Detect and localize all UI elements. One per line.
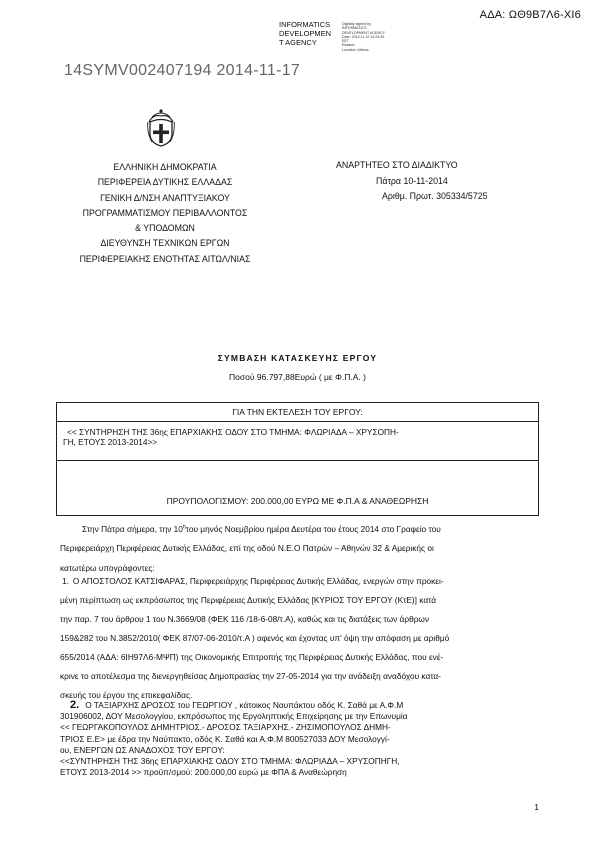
coat-of-arms-icon xyxy=(147,108,175,148)
party-line xyxy=(60,572,538,591)
budget-box xyxy=(56,460,539,516)
issuer-line: ΓΕΝΙΚΗ Δ/ΝΣΗ ΑΝΑΠΤΥΞΙΑΚΟΥ xyxy=(100,192,230,203)
party-line xyxy=(60,700,540,711)
signer-name-line: DEVELOPMEN xyxy=(279,29,332,38)
party-number: 2. xyxy=(70,699,80,711)
issuer-header xyxy=(40,160,290,267)
intro-line: κατωτέρω υπογράφοντες: xyxy=(60,562,155,573)
signature-detail-line: Date: 2014.11.12 10:23:40 xyxy=(342,34,385,39)
signature-detail-line: Digitally signed by xyxy=(342,22,371,26)
intro-paragraph xyxy=(60,518,538,578)
party-line: μένη περίπτωση ως εκπρόσωπος της Περιφέρειας Δυτικής Ελλάδας [ΚΥΡΙΟΣ ΤΟΥ ΕΡΓΟΥ (ΚτΕ)] κατά xyxy=(60,595,437,605)
project-box xyxy=(56,402,539,461)
signature-detail-line: DEVELOPMENT AGENCY xyxy=(342,30,386,35)
issuer-line: & ΥΠΟΔΟΜΩΝ xyxy=(135,223,195,234)
signer-name-line: T AGENCY xyxy=(279,38,317,47)
project-title xyxy=(63,427,508,447)
contract-amount: Ποσού 96.797,88Ευρώ ( με Φ.Π.Α. ) xyxy=(229,372,366,382)
project-title-line: ΓΗ, ΕΤΟΥΣ 2013-2014>> xyxy=(63,437,158,447)
party-number: 1. xyxy=(62,576,69,586)
intro-line xyxy=(60,518,538,539)
budget-text: ΠΡΟΥΠΟΛΟΓΙΣΜΟΥ: 200.000,00 ΕΥΡΩ ΜΕ Φ.Π.Α & ΑΝΑΘΕΩΡΗΣΗ xyxy=(166,496,429,506)
party-1-paragraph xyxy=(60,572,538,705)
issuer-line: ΠΡΟΓΡΑΜΜΑΤΙΣΜΟΥ ΠΕΡΙΒΑΛΛΟΝΤΟΣ xyxy=(82,207,248,218)
signature-detail-line: EET xyxy=(342,39,349,44)
party-line: την παρ. 7 του άρθρου 1 του Ν.3669/08 (ΦΕΚ 116 /18-6-08/τ.Α), καθώς και τις διατάξεις των άρθρων xyxy=(60,614,430,624)
publication-info xyxy=(336,158,556,205)
party-text: Ο ΑΠΟΣΤΟΛΟΣ ΚΑΤΣΙΦΑΡΑΣ, Περιφερειάρχης Περιφέρειας Δυτικής Ελλάδας, ενεργών στην προκει- xyxy=(72,576,444,586)
issuer-line: ΔΙΕΥΘΥΝΣΗ ΤΕΧΝΙΚΩΝ ΕΡΓΩΝ xyxy=(100,238,230,249)
intro-text: του μηνός Νοεμβρίου ημέρα Δευτέρα του έτους 2014 στο Γραφείο του xyxy=(185,523,441,534)
protocol-number: Αριθμ. Πρωτ. 305334/5725 xyxy=(382,191,488,201)
signature-detail-line: INFORMATICS xyxy=(342,26,367,31)
issuer-line: ΠΕΡΙΦΕΡΕΙΑ ΔΥΤΙΚΗΣ ΕΛΛΑΔΑΣ xyxy=(97,177,233,188)
ada-code: ΑΔΑ: ΩΘ9Β7Λ6-ΧΙ6 xyxy=(479,9,581,21)
party-2-paragraph xyxy=(60,700,540,778)
party-line: ου, ΕΝΕΡΓΩΝ ΩΣ ΑΝΑΔΟΧΟΣ ΤΟΥ ΕΡΓΟΥ: xyxy=(60,744,225,755)
issuer-line: ΠΕΡΙΦΕΡΕΙΑΚΗΣ ΕΝΟΤΗΤΑΣ ΑΙΤΩΛ/ΝΙΑΣ xyxy=(79,253,251,264)
document-date: Πάτρα 10-11-2014 xyxy=(376,175,448,186)
party-text: Ο ΤΑΞΙΑΡΧΗΣ ΔΡΟΣΟΣ του ΓΕΩΡΓΙΟΥ , κάτοικος Ναυπάκτου οδός Κ. Σαθά με Α.Φ.Μ xyxy=(85,700,404,710)
ordinal-suffix: η xyxy=(182,524,186,530)
signature-details xyxy=(342,22,404,52)
party-line: << ΓΕΩΡΓΑΚΟΠΟΥΛΟΣ ΔΗΜΗΤΡΙΟΣ.- ΔΡΟΣΟΣ ΤΑΞΙΑΡΧΗΣ.- ΖΗΣΙΜΟΠΟΥΛΟΣ ΔΗΜΗ- xyxy=(60,722,391,733)
posting-note: ΑΝΑΡΤΗΤΕΟ ΣΤΟ ΔΙΑΔΙΚΤΥΟ xyxy=(336,160,458,170)
party-line: κρινε το αποτέλεσμα της διενεργηθείσας Δημοπρασίας την 27-05-2014 για την ανάδειξη αναδόχου κατα- xyxy=(60,671,441,681)
signer-name xyxy=(279,20,349,47)
party-line: σκευής του έργου της επικεφαλίδας. xyxy=(60,690,193,700)
intro-line: Περιφερειάρχη Περιφέρειας Δυτικής Ελλάδας, επί της οδού Ν.Ε.Ο Πατρών – Αθηνών 32 & Αμερικής οι xyxy=(60,543,434,554)
signature-detail-line: Reason: xyxy=(342,43,356,48)
party-line: ΤΡΙΟΣ Ε.Ε> με έδρα την Ναύπακτο, οδός Κ. Σαθά και Α.Φ.Μ 800527033 ΔΟΥ Μεσολογγί- xyxy=(60,733,390,744)
page-number: 1 xyxy=(534,802,539,812)
issuer-line: ΕΛΛΗΝΙΚΗ ΔΗΜΟΚΡΑΤΙΑ xyxy=(113,162,217,172)
intro-text: Στην Πάτρα σήμερα, την 10 xyxy=(82,523,183,534)
project-box-heading: ΓΙΑ ΤΗΝ ΕΚΤΕΛΕΣΗ ΤΟΥ ΕΡΓΟΥ: xyxy=(232,407,363,417)
project-title-line: << ΣΥΝΤΗΡΗΣΗ ΤΗΣ 36ης ΕΠΑΡΧΙΑΚΗΣ ΟΔΟΥ ΣΤΟ ΤΜΗΜΑ: ΦΛΩΡΙΑΔΑ – ΧΡΥΣΟΠΗ- xyxy=(67,427,399,437)
contract-title: ΣΥΜΒΑΣΗ ΚΑΤΑΣΚΕΥΗΣ ΕΡΓΟΥ xyxy=(217,353,378,363)
project-box-divider xyxy=(57,421,538,422)
party-line: 655/2014 (ΑΔΑ: 6ΙΗ97Λ6-ΜΨΠ) της Οικονομικής Επιτροπής της Περιφέρειας Δυτικής Ελλάδας, που ενέ- xyxy=(60,652,444,662)
party-line: 301906002, ΔΟΥ Μεσολογγίου, εκπρόσωπος της Εργοληπτικής Επιχείρησης με την Επωνυμία xyxy=(60,711,408,722)
document-id: 14SYMV002407194 2014-11-17 xyxy=(64,62,301,79)
party-line: ΕΤΟΥΣ 2013-2014 >> προϋπ/σμού: 200.000,00 ευρώ με ΦΠΑ & Αναθεώρηση xyxy=(60,767,347,778)
signer-name-line: INFORMATICS xyxy=(279,20,331,29)
party-line: 159&282 του Ν.3852/2010( ΦΕΚ 87/07-06-2010/τ.Α ) αφενός και έχοντας υπ' όψη την απόφαση με αριθμό xyxy=(60,633,450,643)
party-line: <<ΣΥΝΤΗΡΗΣΗ ΤΗΣ 36ης ΕΠΑΡΧΙΑΚΗΣ ΟΔΟΥ ΣΤΟ ΤΜΗΜΑ: ΦΛΩΡΙΑΔΑ – ΧΡΥΣΟΠΗΓΗ, xyxy=(60,756,400,767)
signature-detail-line: Location: Athens xyxy=(342,47,369,52)
